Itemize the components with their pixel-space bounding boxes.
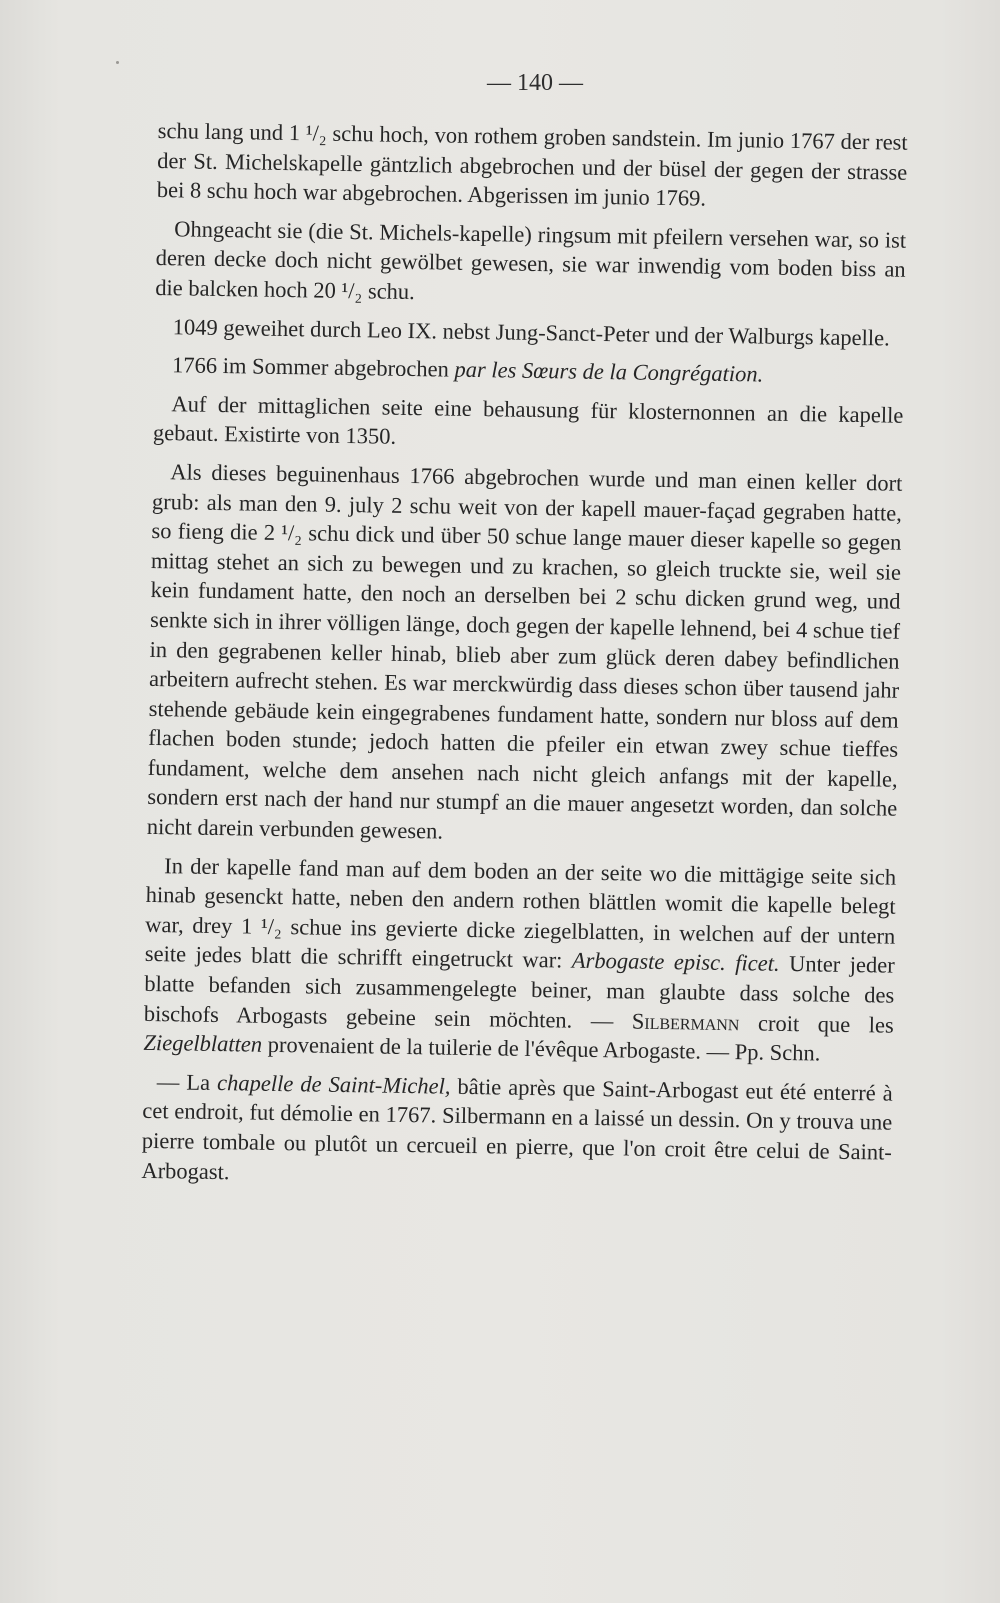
paragraph-4-italic: par les Sœurs de la Congrégation. [454, 356, 764, 387]
paragraph-1: schu lang und 1 ¹/₂ schu hoch, von rothem groben sandstein. Im junio 1767 der rest der St. Michelskapelle gäntzlich abgebrochen und der büsel der gegen der strasse bei 8 schu hoch war abgebrochen. Abgerissen im junio 1769. [156, 117, 908, 211]
paragraph-7-text-c: Unter jeder blatte befanden sich zusammengelegte beiner, man glaubte dass solche des bischofs Arbogasts gebeine sein möchten. — [143, 951, 895, 1034]
paragraph-8-text-a: — La [156, 1068, 218, 1095]
paragraph-7 [143, 851, 896, 1070]
paragraph-7-term: Ziegelblatten [143, 1030, 263, 1057]
paragraph-3: 1049 geweihet durch Leo IX. nebst Jung-Sanct-Peter und der Walburgs kapelle. [172, 313, 890, 351]
paragraph-7-text-e: croit que les [739, 1009, 894, 1038]
paragraph-7-author: Silbermann [631, 1008, 740, 1035]
paragraph-7-text-a: In der kapelle fand man auf dem boden an der seite wo die mittägige seite sich hinab gesenckt hatte, neben den andern rothen blättlen womit die kapelle belegt war, drey 1 ¹/₂ schue ins gevierte dicke ziegelblatten, in welchen auf der untern seite jedes blatt die schrifft eingetruckt war: [144, 852, 897, 974]
page-number: — 140 — [487, 70, 583, 96]
paragraph-8-text-c: bâtie après que Saint-Arbogast eut été enterré à cet endroit, fut démolie en 1767. Silbermann en a laissé un dessin. On y trouva une pierre tombale ou plutôt un cercueil en pierre, que l'on croit être celui de Saint-Arbogast. [141, 1073, 893, 1184]
paragraph-4 [154, 350, 904, 391]
paragraph-2: Ohngeacht sie (die St. Michels-kapelle) ringsum mit pfeilern versehen war, so ist deren decke doch nicht gewölbet gewesen, sie war inwendig vom boden biss an die balcken hoch 20 ¹/₂ schu. [155, 216, 907, 305]
paper-speck [116, 61, 119, 64]
paragraph-8 [141, 1067, 893, 1197]
body-text [141, 116, 908, 1206]
paragraph-5: Auf der mittaglichen seite eine behausung für klosternonnen an die kapelle gebaut. Existirte von 1350. [152, 390, 904, 450]
paragraph-4-text: 1766 im Sommer abgebrochen [171, 352, 455, 382]
paragraph-8-italic: chapelle de Saint-Michel, [216, 1069, 451, 1099]
paragraph-7-inscription: Arbogaste episc. ficet. [571, 948, 780, 977]
paragraph-7-text-g: provenaient de la tuilerie de l'évêque Arbogaste. — Pp. Schn. [261, 1031, 821, 1066]
paragraph-6: Als dieses beguinenhaus 1766 abgebrochen wurde und man einen keller dort grub: als man den 9. july 2 schu weit von der kapell mauer-façad gegraben hatte, so fieng die 2 ¹/₂ schu dick und über 50 schue lange mauer dieser kapelle so gegen mittag stehet an sich zu bewegen und zu krachen, so gleich truckte sie, weil sie kein fundament hatte, den noch an derselben bei 2 schu dicken grund weg, und senkte sich in ihrer völligen länge, doch gegen der kapelle lehnend, bei 4 schue tief in den gegrabenen keller hinab, blieb aber zum glück deren dabey befindlichen arbeitern aufrecht stehen. Es war merckwürdig dass dieses schon über tausend jahr stehende gebäude kein eingegrabenes fundament hatte, sondern nur bloss auf dem flachen boden stunde; jedoch hatten die pfeiler ein etwan zwey schue tieffes fundament, welche dem ansehen nach nicht gleich anfangs mit der kapelle, sondern erst nach der hand nur stumpf an die mauer angesetzt worden, dan solche nicht darein verbunden gewesen. [146, 459, 903, 844]
